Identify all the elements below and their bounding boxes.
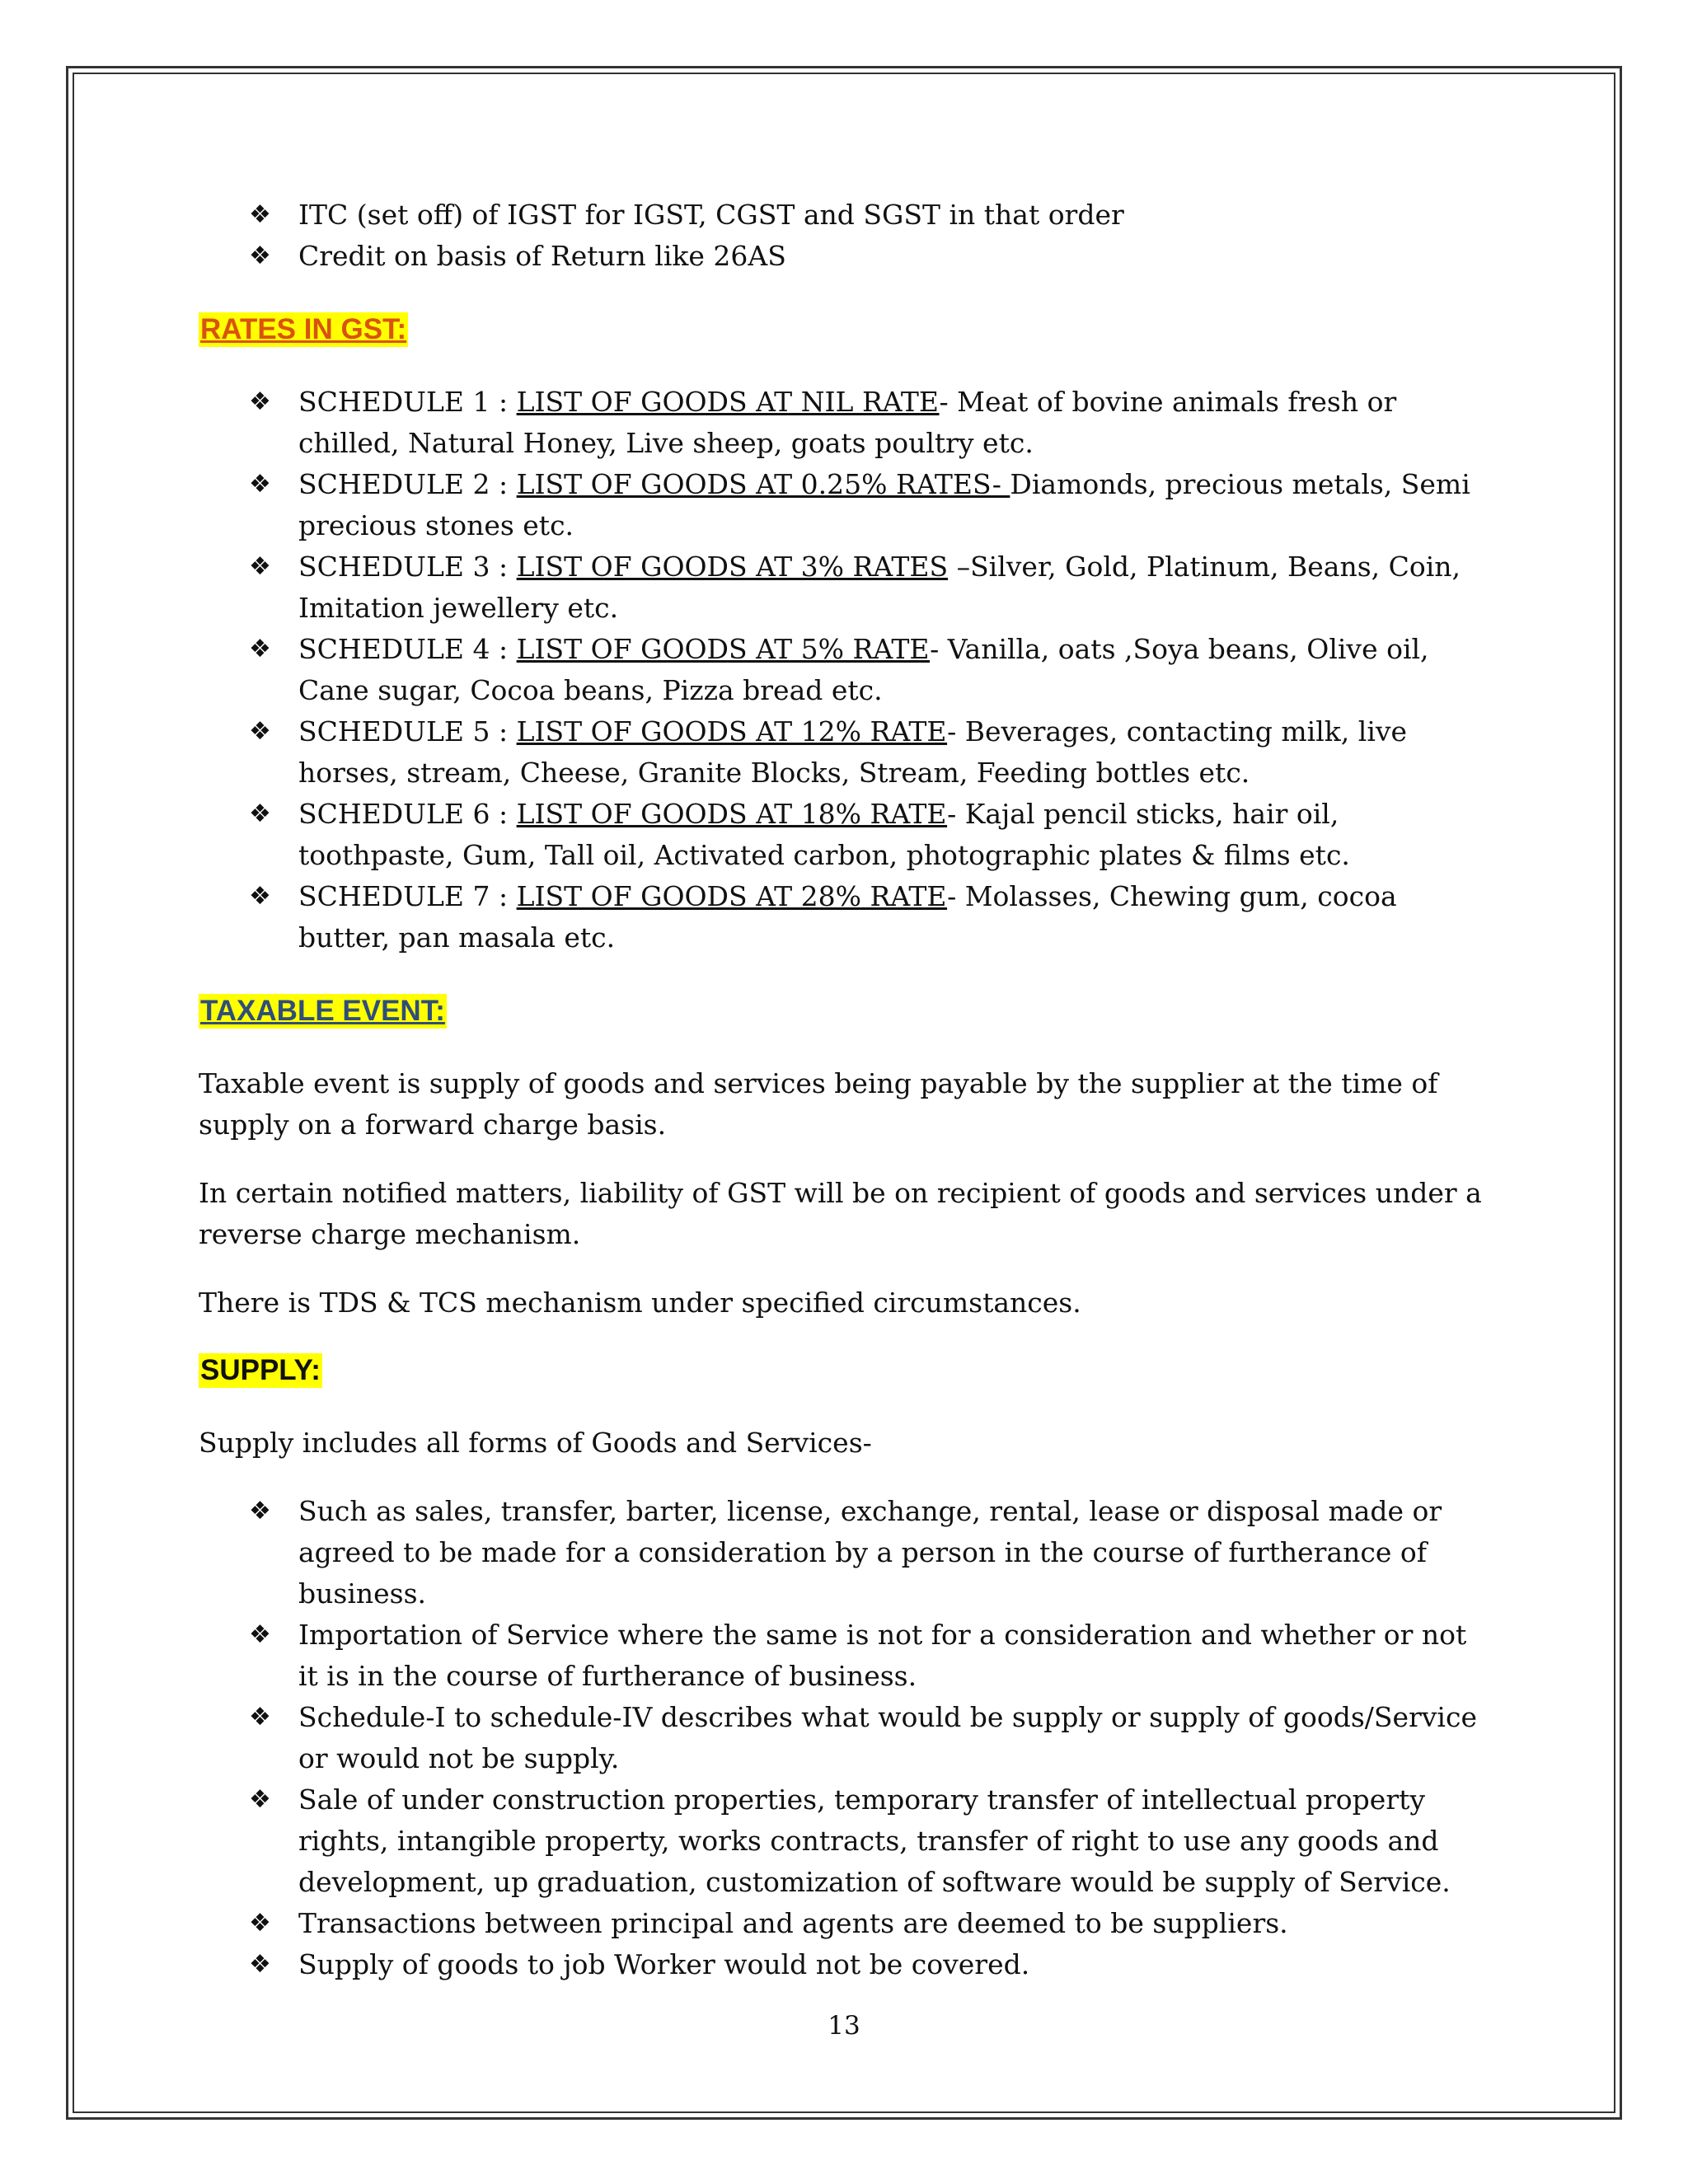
- schedule-description: –Silver, Gold, Platinum, Beans, Coin, Imitation jewellery etc.: [298, 551, 1461, 624]
- diamond-bullet-icon: ❖: [249, 635, 271, 663]
- schedule-description: - Meat of bovine animals fresh or chilled, Natural Honey, Live sheep, goats poultry etc.: [298, 386, 1397, 459]
- schedule-list-title: LIST OF GOODS AT 3% RATES: [516, 551, 949, 583]
- list-item: [199, 1903, 1484, 1944]
- supply-bullet-list: [199, 1491, 1484, 1985]
- schedule-label: SCHEDULE 5 :: [298, 715, 517, 748]
- diamond-bullet-icon: ❖: [249, 882, 271, 911]
- diamond-bullet-icon: ❖: [249, 1950, 271, 1979]
- schedule-label: SCHEDULE 6 :: [298, 798, 517, 830]
- diamond-bullet-icon: ❖: [249, 470, 271, 499]
- schedule-label: SCHEDULE 4 :: [298, 633, 517, 665]
- diamond-bullet-icon: ❖: [249, 1909, 271, 1938]
- bullet-text: Credit on basis of Return like 26AS: [298, 240, 786, 272]
- page-number: 13: [828, 2011, 860, 2041]
- diamond-bullet-icon: ❖: [249, 552, 271, 581]
- schedule-item-4: [199, 629, 1484, 711]
- schedule-list-title: LIST OF GOODS AT 28% RATE: [516, 880, 948, 912]
- diamond-bullet-icon: ❖: [249, 1497, 271, 1526]
- supply-heading: SUPPLY:: [200, 1354, 321, 1386]
- bullet-text: Such as sales, transfer, barter, license, exchange, rental, lease or disposal made or agreed to be made for a consideration by a person in the course of furtherance of business.: [298, 1495, 1442, 1610]
- schedule-item-7: [199, 876, 1484, 958]
- taxable-event-heading: TAXABLE EVENT:: [200, 995, 445, 1027]
- schedule-description: Diamonds, precious metals, Semi precious stones etc.: [298, 468, 1470, 541]
- schedule-list-title: LIST OF GOODS AT 18% RATE: [516, 798, 948, 830]
- list-item: [199, 194, 1484, 236]
- schedule-item-5: [199, 711, 1484, 794]
- list-item: [199, 1944, 1484, 1985]
- taxable-paragraph-3: There is TDS & TCS mechanism under specified circumstances.: [199, 1286, 1081, 1319]
- schedule-label: SCHEDULE 7 :: [298, 880, 517, 912]
- schedule-description: - Molasses, Chewing gum, cocoa butter, pan masala etc.: [298, 880, 1397, 954]
- bullet-text: Supply of goods to job Worker would not be covered.: [298, 1948, 1030, 1980]
- page-content: [199, 194, 1484, 1985]
- diamond-bullet-icon: ❖: [249, 1785, 271, 1814]
- schedule-list: [199, 382, 1484, 958]
- diamond-bullet-icon: ❖: [249, 1620, 271, 1649]
- schedule-description: - Vanilla, oats ,Soya beans, Olive oil, Cane sugar, Cocoa beans, Pizza bread etc.: [298, 633, 1429, 706]
- schedule-description: - Kajal pencil sticks, hair oil, toothpaste, Gum, Tall oil, Activated carbon, photographic plates & films etc.: [298, 798, 1350, 871]
- bullet-text: ITC (set off) of IGST for IGST, CGST and SGST in that order: [298, 199, 1124, 231]
- diamond-bullet-icon: ❖: [249, 1703, 271, 1732]
- schedule-label: SCHEDULE 3 :: [298, 551, 517, 583]
- schedule-item-6: [199, 794, 1484, 876]
- schedule-list-title: LIST OF GOODS AT 5% RATE: [516, 633, 931, 665]
- bullet-text: Schedule-I to schedule-IV describes what would be supply or supply of goods/Service or would not be supply.: [298, 1701, 1477, 1774]
- schedule-list-title: LIST OF GOODS AT NIL RATE: [516, 386, 940, 418]
- list-item: [199, 1615, 1484, 1697]
- diamond-bullet-icon: ❖: [249, 387, 271, 416]
- rates-heading: RATES IN GST:: [200, 313, 407, 345]
- schedule-label: SCHEDULE 2 :: [298, 468, 517, 500]
- supply-intro: Supply includes all forms of Goods and Services-: [199, 1427, 872, 1459]
- diamond-bullet-icon: ❖: [249, 799, 271, 828]
- schedule-item-3: [199, 546, 1484, 629]
- bullet-text: Sale of under construction properties, temporary transfer of intellectual property rights, intangible property, works contracts, transfer of right to use any goods and development, up graduation, customization of software would be supply of Service.: [298, 1783, 1451, 1898]
- schedule-list-title: LIST OF GOODS AT 0.25% RATES-: [516, 468, 1010, 500]
- diamond-bullet-icon: ❖: [249, 717, 271, 746]
- schedule-label: SCHEDULE 1 :: [298, 386, 517, 418]
- bullet-text: Importation of Service where the same is not for a consideration and whether or not it is in the course of furtherance of business.: [298, 1619, 1467, 1692]
- schedule-description: - Beverages, contacting milk, live horses, stream, Cheese, Granite Blocks, Stream, Feeding bottles etc.: [298, 715, 1408, 789]
- schedule-item-2: [199, 464, 1484, 546]
- list-item: [199, 1697, 1484, 1779]
- list-item: [199, 236, 1484, 277]
- schedule-item-1: [199, 382, 1484, 464]
- taxable-paragraph-2: In certain notified matters, liability of GST will be on recipient of goods and services under a reverse charge mechanism.: [199, 1177, 1482, 1250]
- list-item: [199, 1491, 1484, 1615]
- taxable-paragraph-1: Taxable event is supply of goods and services being payable by the supplier at the time of supply on a forward charge basis.: [199, 1067, 1438, 1141]
- schedule-list-title: LIST OF GOODS AT 12% RATE: [516, 715, 948, 748]
- diamond-bullet-icon: ❖: [249, 200, 271, 229]
- bullet-text: Transactions between principal and agents are deemed to be suppliers.: [298, 1907, 1288, 1939]
- intro-bullet-list: [199, 194, 1484, 277]
- list-item: [199, 1779, 1484, 1903]
- diamond-bullet-icon: ❖: [249, 241, 271, 270]
